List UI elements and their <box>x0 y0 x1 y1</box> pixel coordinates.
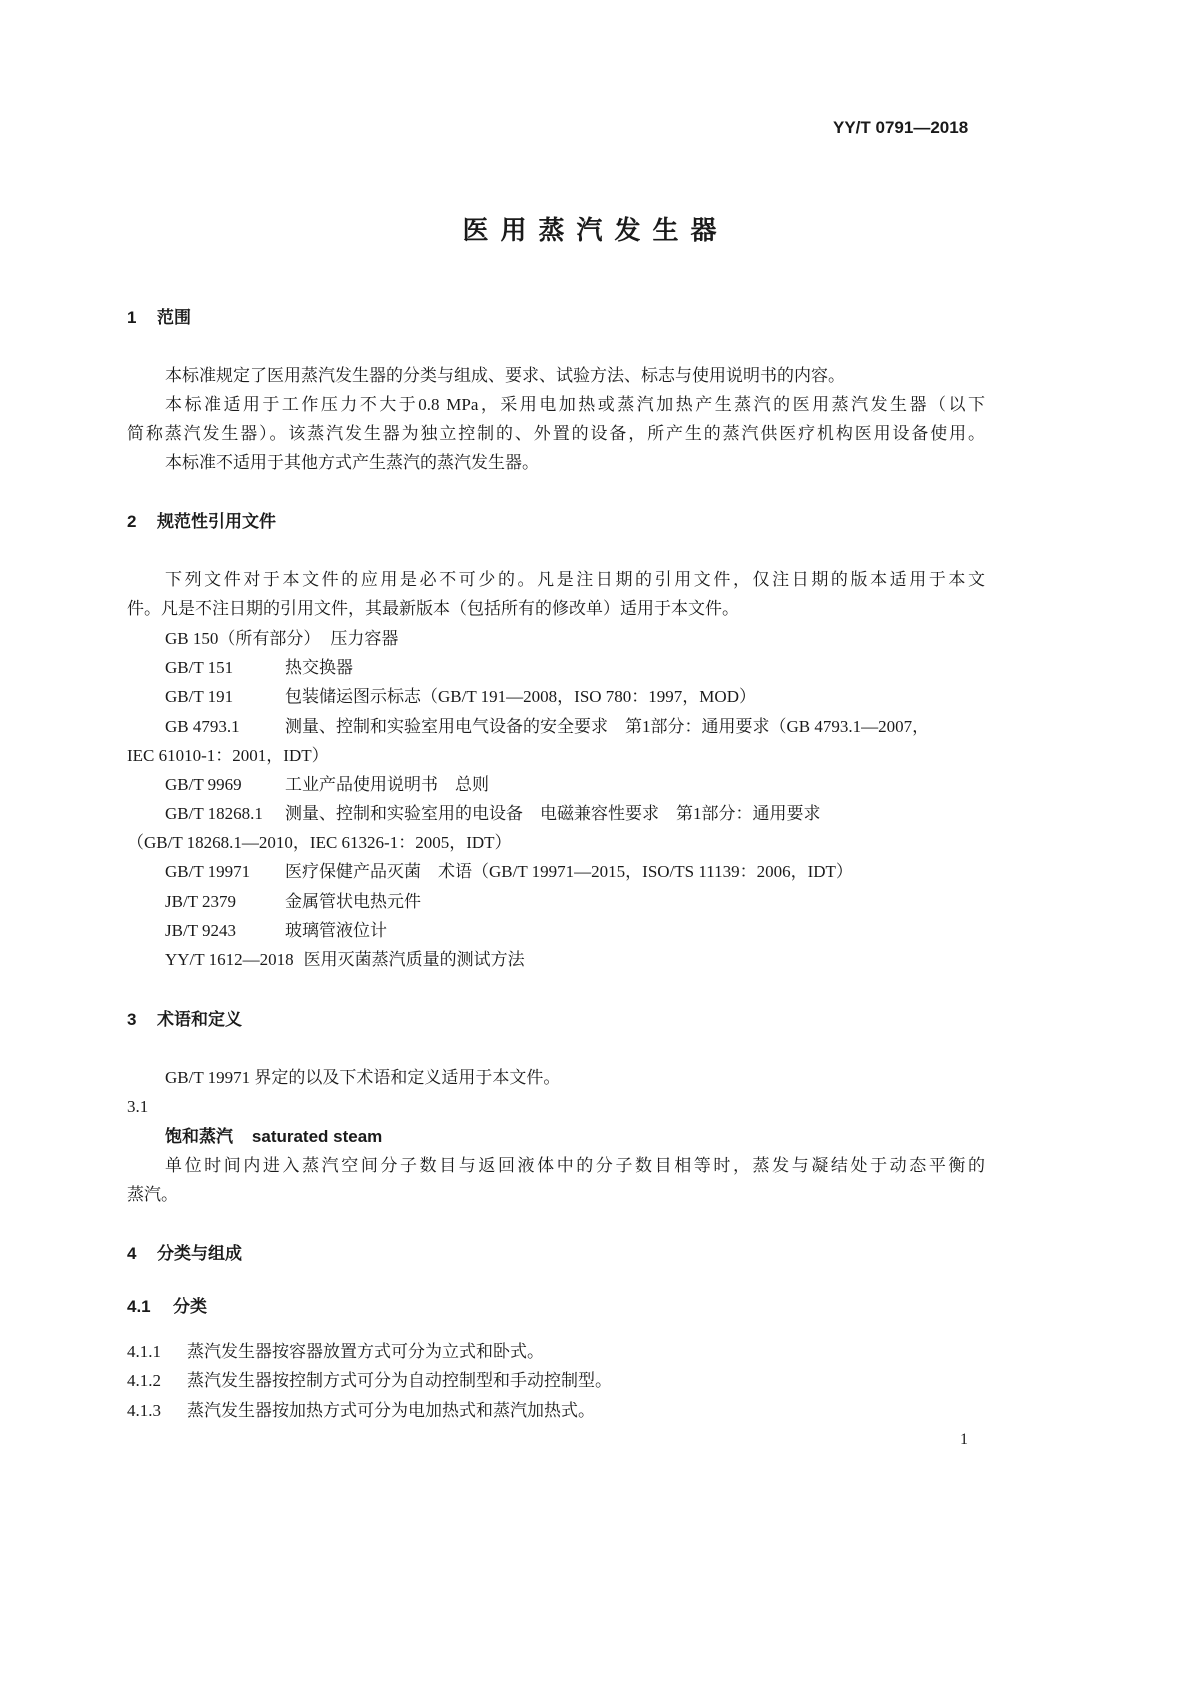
subsection-heading <box>127 1296 207 1318</box>
reference-code: GB 4793.1 <box>165 717 240 736</box>
paragraph-line: 本标准规定了医用蒸汽发生器的分类与组成、要求、试验方法、标志与使用说明书的内容。 <box>165 366 845 385</box>
reference-item <box>165 861 853 883</box>
reference-item <box>165 920 387 942</box>
section-title: 分类与组成 <box>157 1244 242 1263</box>
reference-title: 包装储运图示标志（GB/T 191—2008，ISO 780：1997，MOD） <box>285 687 756 706</box>
reference-code: GB/T 18268.1 <box>165 804 263 823</box>
section-number: 1 <box>127 308 137 327</box>
document-number: YY/T 0791—2018 <box>833 118 969 137</box>
paragraph-line: 简称蒸汽发生器）。该蒸汽发生器为独立控制的、外置的设备，所产生的蒸汽供医疗机构医用设备使用。 <box>127 424 985 443</box>
reference-title: 玻璃管液位计 <box>285 921 387 940</box>
section-heading-2 <box>127 511 276 533</box>
reference-item <box>165 774 489 796</box>
term-entry <box>165 1126 382 1148</box>
term-chinese: 饱和蒸汽 <box>165 1127 233 1146</box>
definition-line: 单位时间内进入蒸汽空间分子数目与返回液体中的分子数目相等时，蒸发与凝结处于动态平衡的 <box>165 1156 985 1175</box>
paragraph-line: GB/T 19971 界定的以及下术语和定义适用于本文件。 <box>165 1068 561 1087</box>
term-english: saturated steam <box>251 1127 383 1146</box>
section-heading-4 <box>127 1243 242 1265</box>
reference-item <box>165 628 398 650</box>
reference-code: GB/T 19971 <box>165 862 251 881</box>
clause-text: 蒸汽发生器按加热方式可分为电加热式和蒸汽加热式。 <box>187 1401 595 1420</box>
clause-number: 4.1.2 <box>127 1371 161 1390</box>
section-title: 术语和定义 <box>157 1010 242 1029</box>
section-number: 3 <box>127 1010 137 1029</box>
reference-item <box>165 686 756 708</box>
clause-number: 4.1.1 <box>127 1342 161 1361</box>
reference-title: 热交换器 <box>285 658 353 677</box>
reference-title: 金属管状电热元件 <box>285 892 421 911</box>
reference-item <box>165 657 353 679</box>
subsection-title: 分类 <box>173 1297 207 1316</box>
paragraph-line: 本标准不适用于其他方式产生蒸汽的蒸汽发生器。 <box>165 453 539 472</box>
section-title: 范围 <box>157 308 191 327</box>
reference-title: 医疗保健产品灭菌 术语（GB/T 19971—2015，ISO/TS 11139：2006，IDT） <box>285 862 853 881</box>
term-number: 3.1 <box>127 1097 149 1116</box>
page-title: 医用蒸汽发生器 <box>462 215 729 245</box>
reference-code: JB/T 2379 <box>165 892 237 911</box>
reference-item <box>165 803 821 825</box>
section-heading-3 <box>127 1009 242 1031</box>
section-heading-1 <box>127 307 191 329</box>
section-number: 4 <box>127 1244 137 1263</box>
clause-number: 4.1.3 <box>127 1401 161 1420</box>
clause <box>127 1400 595 1422</box>
reference-code: YY/T 1612—2018 <box>165 950 294 969</box>
clause <box>127 1341 544 1363</box>
definition-line: 蒸汽。 <box>127 1185 178 1204</box>
reference-title: 测量、控制和实验室用的电设备 电磁兼容性要求 第1部分：通用要求 <box>285 804 821 823</box>
clause-text: 蒸汽发生器按容器放置方式可分为立式和卧式。 <box>187 1342 544 1361</box>
reference-code: JB/T 9243 <box>165 921 237 940</box>
reference-code: GB/T 151 <box>165 658 234 677</box>
clause-text: 蒸汽发生器按控制方式可分为自动控制型和手动控制型。 <box>187 1371 612 1390</box>
reference-code: GB/T 191 <box>165 687 234 706</box>
reference-code: GB 150（所有部分） <box>165 629 321 648</box>
reference-continuation: IEC 61010-1：2001，IDT） <box>127 746 329 765</box>
section-number: 2 <box>127 512 137 531</box>
reference-title: 工业产品使用说明书 总则 <box>285 775 489 794</box>
page-number: 1 <box>960 1431 968 1448</box>
subsection-number: 4.1 <box>127 1297 151 1316</box>
paragraph-line: 本标准适用于工作压力不大于0.8 MPa，采用电加热或蒸汽加热产生蒸汽的医用蒸汽发生器（以下 <box>165 395 985 414</box>
reference-title: 医用灭菌蒸汽质量的测试方法 <box>303 950 525 969</box>
reference-item <box>165 716 929 738</box>
reference-item <box>165 949 525 971</box>
reference-continuation: （GB/T 18268.1—2010，IEC 61326-1：2005，IDT） <box>127 833 512 852</box>
clause <box>127 1370 612 1392</box>
reference-item <box>165 891 421 913</box>
reference-title: 测量、控制和实验室用电气设备的安全要求 第1部分：通用要求（GB 4793.1—2007， <box>285 717 930 736</box>
paragraph-line: 下列文件对于本文件的应用是必不可少的。凡是注日期的引用文件，仅注日期的版本适用于本文 <box>165 570 985 589</box>
paragraph-line: 件。凡是不注日期的引用文件，其最新版本（包括所有的修改单）适用于本文件。 <box>127 599 739 618</box>
section-title: 规范性引用文件 <box>157 512 276 531</box>
reference-code: GB/T 9969 <box>165 775 242 794</box>
reference-title: 压力容器 <box>330 629 399 648</box>
